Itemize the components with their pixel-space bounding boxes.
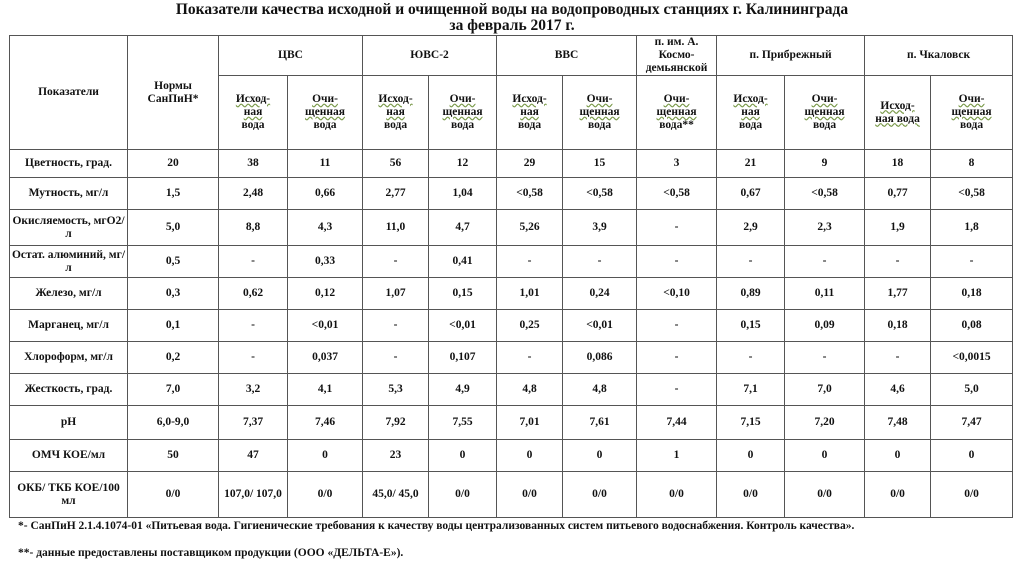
subheader-raw-water-7 <box>717 76 785 150</box>
norm-value: 1,5 <box>128 178 219 210</box>
subheader-line: Очи- <box>663 93 690 105</box>
subheader-line: вода <box>313 119 337 131</box>
subheader-line: Исход- <box>512 93 547 105</box>
table-row <box>10 406 1013 440</box>
row-label: Цветность, град. <box>10 150 128 178</box>
cell-value: 7,48 <box>865 406 931 440</box>
subheader-line: Очи- <box>586 93 613 105</box>
cell-value: - <box>785 342 865 374</box>
cell-value: - <box>497 246 563 278</box>
cell-value: 0,18 <box>931 278 1013 310</box>
cell-value: 18 <box>865 150 931 178</box>
cell-value: 2,48 <box>219 178 288 210</box>
subheader-line: щенная <box>656 106 697 118</box>
cell-value: 0/0 <box>785 472 865 518</box>
cell-value: - <box>717 342 785 374</box>
subheader-line: ная вода <box>875 112 920 125</box>
cell-value: 0/0 <box>563 472 637 518</box>
cell-value: 0,107 <box>429 342 497 374</box>
row-label: pH <box>10 406 128 440</box>
cell-value: 7,44 <box>637 406 717 440</box>
cell-value: 5,26 <box>497 210 563 246</box>
cell-value: 47 <box>219 440 288 472</box>
cell-value: 4,6 <box>865 374 931 406</box>
cell-value: 0/0 <box>717 472 785 518</box>
cell-value: - <box>637 374 717 406</box>
cell-value: <0,58 <box>497 178 563 210</box>
cell-value: - <box>717 246 785 278</box>
header-group-tsvs: ЦВС <box>219 36 363 76</box>
water-quality-table <box>9 35 1013 518</box>
row-label: Хлороформ, мг/л <box>10 342 128 374</box>
cell-value: 0,33 <box>288 246 363 278</box>
cell-value: 1,07 <box>363 278 429 310</box>
subheader-line: щенная <box>304 106 346 118</box>
cell-value: <0,58 <box>637 178 717 210</box>
cell-value: - <box>637 246 717 278</box>
cell-value: <0,01 <box>288 310 363 342</box>
subheader-raw-water-0 <box>219 76 288 150</box>
cell-value: 2,9 <box>717 210 785 246</box>
cell-value: 1,77 <box>865 278 931 310</box>
cell-value: - <box>931 246 1013 278</box>
norm-value: 0,5 <box>128 246 219 278</box>
subheader-raw-water-2 <box>363 76 429 150</box>
table-row <box>10 374 1013 406</box>
cell-value: 21 <box>717 150 785 178</box>
cell-value: 0,08 <box>931 310 1013 342</box>
cell-value: 1 <box>637 440 717 472</box>
table-row <box>10 440 1013 472</box>
cell-value: 7,0 <box>785 374 865 406</box>
cell-value: 7,46 <box>288 406 363 440</box>
cell-value: - <box>363 246 429 278</box>
header-group-chkalovsk: п. Чкаловск <box>865 36 1013 76</box>
cell-value: 0,62 <box>219 278 288 310</box>
row-label: Марганец, мг/л <box>10 310 128 342</box>
cell-value: 12 <box>429 150 497 178</box>
cell-value: - <box>865 342 931 374</box>
cell-value: <0,0015 <box>931 342 1013 374</box>
cell-value: 0 <box>865 440 931 472</box>
cell-value: - <box>219 342 288 374</box>
subheader-treated-water-1 <box>288 76 363 150</box>
cell-value: 9 <box>785 150 865 178</box>
cell-value: - <box>785 246 865 278</box>
row-label: ОКБ/ ТКБ КОЕ/100 мл <box>10 472 128 518</box>
cell-value: - <box>637 342 717 374</box>
cell-value: 7,20 <box>785 406 865 440</box>
norm-value: 0,1 <box>128 310 219 342</box>
subheader-line: Исход- <box>235 93 271 105</box>
cell-value: 0 <box>785 440 865 472</box>
norm-value: 7,0 <box>128 374 219 406</box>
table-row <box>10 342 1013 374</box>
cell-value: 8 <box>931 150 1013 178</box>
subheader-line: вода <box>517 119 542 131</box>
row-label: Жесткость, град. <box>10 374 128 406</box>
cell-value: 1,8 <box>931 210 1013 246</box>
cell-value: 1,9 <box>865 210 931 246</box>
norm-value: 50 <box>128 440 219 472</box>
cell-value: - <box>219 246 288 278</box>
cell-value: <0,01 <box>563 310 637 342</box>
cell-value: 4,8 <box>563 374 637 406</box>
subheader-line: Очи- <box>312 93 338 105</box>
subheader-treated-water-5 <box>563 76 637 150</box>
header-group-vvs: ВВС <box>497 36 637 76</box>
norm-value: 20 <box>128 150 219 178</box>
subheader-treated-water-6 <box>637 76 717 150</box>
cell-value: 0,037 <box>288 342 363 374</box>
cell-value: 2,77 <box>363 178 429 210</box>
subheader-treated-water-3 <box>429 76 497 150</box>
subheader-raw-water-9 <box>865 76 931 150</box>
cell-value: 56 <box>363 150 429 178</box>
subheader-line: вода <box>241 119 265 131</box>
subheader-line: Исход- <box>378 93 413 105</box>
cell-value: 0 <box>563 440 637 472</box>
cell-value: 4,1 <box>288 374 363 406</box>
cell-value: 4,3 <box>288 210 363 246</box>
cell-value: 0,25 <box>497 310 563 342</box>
cell-value: 7,1 <box>717 374 785 406</box>
norm-value: 0/0 <box>128 472 219 518</box>
cell-value: 0,67 <box>717 178 785 210</box>
subheader-line: Исход- <box>733 93 768 105</box>
cell-value: 4,9 <box>429 374 497 406</box>
cell-value: 5,0 <box>931 374 1013 406</box>
subheader-line: Очи- <box>811 93 838 105</box>
cell-value: - <box>497 342 563 374</box>
subheader-line: ная <box>243 106 263 118</box>
cell-value: 3,9 <box>563 210 637 246</box>
cell-value: 0,41 <box>429 246 497 278</box>
cell-value: 29 <box>497 150 563 178</box>
subheader-treated-water-8 <box>785 76 865 150</box>
cell-value: 0/0 <box>429 472 497 518</box>
cell-value: 0/0 <box>497 472 563 518</box>
cell-value: 1,01 <box>497 278 563 310</box>
cell-value: 0,09 <box>785 310 865 342</box>
page-subtitle: за февраль 2017 г. <box>449 17 575 34</box>
cell-value: 0 <box>429 440 497 472</box>
row-label: Остат. алюминий, мг/л <box>10 246 128 278</box>
cell-value: 4,8 <box>497 374 563 406</box>
footnote-sanpin: *- СанПиН 2.1.4.1074-01 «Питьевая вода. Гигиенические требования к качеству воды централизованных систем питьевого водоснабжения. Контроль качества». <box>18 520 855 532</box>
subheader-line: щенная <box>804 106 845 118</box>
cell-value: <0,58 <box>931 178 1013 210</box>
cell-value: - <box>219 310 288 342</box>
cell-value: 7,47 <box>931 406 1013 440</box>
cell-value: 0 <box>288 440 363 472</box>
subheader-line: Исход- <box>880 99 915 112</box>
subheader-line: Очи- <box>449 93 476 105</box>
footnote-supplier: **- данные предоставлены поставщиком продукции (ООО «ДЕЛЬТА-Е»). <box>18 547 404 559</box>
cell-value: 107,0/ 107,0 <box>219 472 288 518</box>
subheader-line: вода <box>383 119 408 131</box>
subheader-line: вода <box>738 119 763 131</box>
table-row <box>10 278 1013 310</box>
norm-value: 0,2 <box>128 342 219 374</box>
cell-value: - <box>637 210 717 246</box>
row-label: Железо, мг/л <box>10 278 128 310</box>
cell-value: 7,37 <box>219 406 288 440</box>
cell-value: 3 <box>637 150 717 178</box>
cell-value: 0,12 <box>288 278 363 310</box>
cell-value: 0 <box>497 440 563 472</box>
cell-value: 7,92 <box>363 406 429 440</box>
table-row <box>10 472 1013 518</box>
subheader-line: щенная <box>951 106 992 118</box>
subheader-line: ная <box>520 106 539 118</box>
cell-value: 0,11 <box>785 278 865 310</box>
cell-value: 7,55 <box>429 406 497 440</box>
cell-value: 11,0 <box>363 210 429 246</box>
table-row <box>10 210 1013 246</box>
cell-value: 0 <box>931 440 1013 472</box>
row-label: Окисляемость, мгО2/л <box>10 210 128 246</box>
subheader-line: вода <box>450 119 475 131</box>
cell-value: 0,66 <box>288 178 363 210</box>
subheader-line: вода** <box>659 119 694 131</box>
cell-value: 3,2 <box>219 374 288 406</box>
norm-value: 0,3 <box>128 278 219 310</box>
page-title: Показатели качества исходной и очищенной воды на водопроводных станциях г. Калининграда <box>175 1 849 18</box>
cell-value: 0/0 <box>931 472 1013 518</box>
cell-value: 38 <box>219 150 288 178</box>
subheader-raw-water-4 <box>497 76 563 150</box>
subheader-treated-water-10 <box>931 76 1013 150</box>
cell-value: - <box>865 246 931 278</box>
cell-value: 0 <box>717 440 785 472</box>
cell-value: 11 <box>288 150 363 178</box>
norm-value: 5,0 <box>128 210 219 246</box>
cell-value: - <box>363 342 429 374</box>
cell-value: - <box>637 310 717 342</box>
cell-value: <0,01 <box>429 310 497 342</box>
row-label: ОМЧ КОЕ/мл <box>10 440 128 472</box>
cell-value: 4,7 <box>429 210 497 246</box>
cell-value: 23 <box>363 440 429 472</box>
cell-value: 2,3 <box>785 210 865 246</box>
cell-value: 7,01 <box>497 406 563 440</box>
header-indicator: Показатели <box>10 36 128 150</box>
cell-value: 0,15 <box>717 310 785 342</box>
header-group-pribrezhny: п. Прибрежный <box>717 36 865 76</box>
table-row <box>10 178 1013 210</box>
subheader-line: вода <box>587 119 612 131</box>
cell-value: 1,04 <box>429 178 497 210</box>
cell-value: <0,58 <box>785 178 865 210</box>
cell-value: 0,24 <box>563 278 637 310</box>
table-row <box>10 246 1013 278</box>
header-group-kosmodemyanskoy: п. им. А. Космо-демьянской <box>637 36 717 76</box>
row-label: Мутность, мг/л <box>10 178 128 210</box>
table-row <box>10 150 1013 178</box>
cell-value: <0,58 <box>563 178 637 210</box>
subheader-line: ная <box>741 106 760 118</box>
cell-value: 7,15 <box>717 406 785 440</box>
cell-value: 5,3 <box>363 374 429 406</box>
header-group-yuvs2: ЮВС-2 <box>363 36 497 76</box>
cell-value: <0,10 <box>637 278 717 310</box>
cell-value: 0,77 <box>865 178 931 210</box>
cell-value: 0,89 <box>717 278 785 310</box>
subheader-line: Очи- <box>958 93 985 105</box>
cell-value: 0/0 <box>288 472 363 518</box>
cell-value: 45,0/ 45,0 <box>363 472 429 518</box>
cell-value: 0/0 <box>865 472 931 518</box>
cell-value: - <box>563 246 637 278</box>
subheader-line: ная <box>386 106 405 118</box>
subheader-line: вода <box>812 119 837 131</box>
cell-value: 8,8 <box>219 210 288 246</box>
norm-value: 6,0-9,0 <box>128 406 219 440</box>
table-row <box>10 310 1013 342</box>
cell-value: 7,61 <box>563 406 637 440</box>
cell-value: 0,15 <box>429 278 497 310</box>
cell-value: 15 <box>563 150 637 178</box>
cell-value: - <box>363 310 429 342</box>
subheader-line: щенная <box>579 106 620 118</box>
subheader-line: щенная <box>442 106 483 118</box>
cell-value: 0,18 <box>865 310 931 342</box>
cell-value: 0,086 <box>563 342 637 374</box>
header-norm: Нормы СанПиН* <box>128 36 219 150</box>
cell-value: 0/0 <box>637 472 717 518</box>
subheader-line: вода <box>959 119 984 131</box>
